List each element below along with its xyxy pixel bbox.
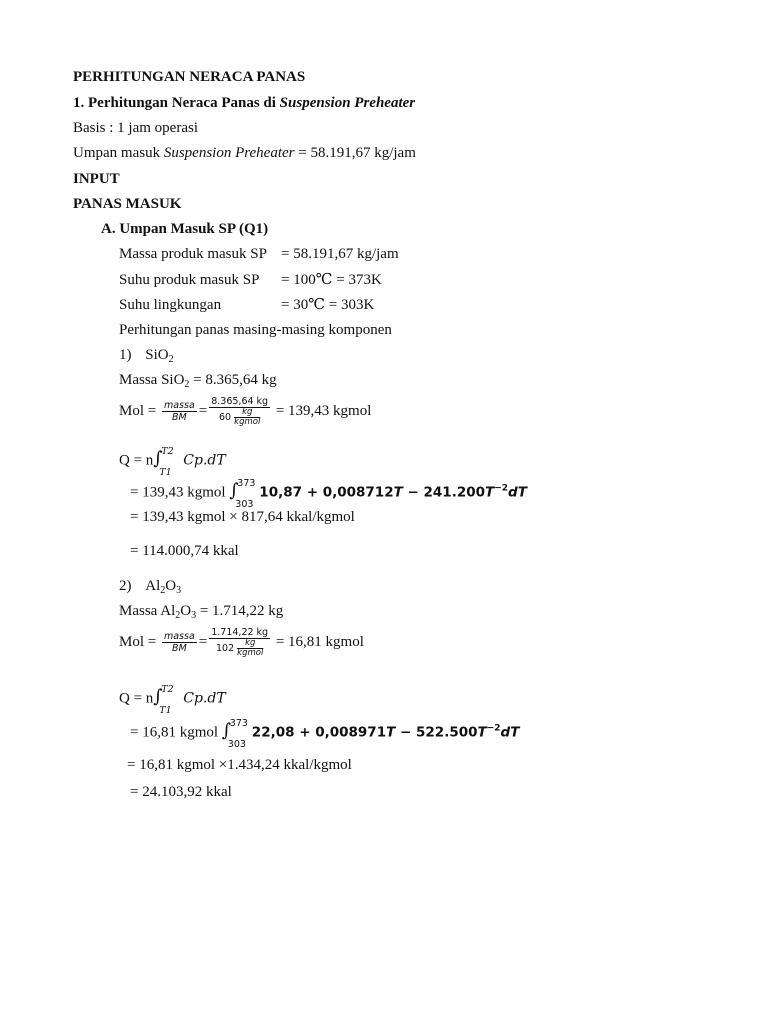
- document-title: PERHITUNGAN NERACA PANAS: [73, 69, 306, 85]
- component-1-integral: = 139,43 kgmol ∫ 373 303 $10,87 + 0,008712T - 241.200T^{-2}dT$: [130, 478, 527, 510]
- component-1-massa: Massa SiO$_2$ = 8.365,64 kg: [119, 372, 277, 390]
- component-2-formula: $Al_2O_3$: [145, 578, 182, 596]
- prop-suhu-lingkungan-value: = 30℃ = 303K: [281, 297, 375, 313]
- prop-massa-label: Massa produk masuk SP: [119, 246, 267, 262]
- component-1-heading: [119, 346, 174, 369]
- component-2-heading: [119, 577, 181, 600]
- umpan-line: [73, 144, 416, 162]
- integral-sign: ∫ T2 T1: [153, 446, 174, 478]
- component-1-mol-result: = 139,43 kgmol: [275, 402, 372, 419]
- component-1-step: = 139,43 kgmol × 817,64 kkal/kgmol: [130, 509, 355, 525]
- component-2-num: 2): [119, 578, 132, 594]
- integral-sign: ∫ T2 T1: [153, 684, 174, 716]
- component-1-result: = 114.000,74 kkal: [130, 543, 239, 559]
- section-heading-1: [73, 94, 415, 112]
- heading-1-italic: Suspension Preheater: [279, 95, 416, 111]
- prop-suhu-label: Suhu produk masuk SP: [119, 272, 260, 288]
- heading-1-prefix: 1. Perhitungan Neraca Panas di: [73, 95, 276, 111]
- component-2-massa: Massa $Al_2O_3 = 1.714,22$ kg: [119, 603, 284, 621]
- umpan-prefix: Umpan masuk: [73, 145, 161, 161]
- per-komponen-line: Perhitungan panas masing-masing komponen: [119, 322, 392, 338]
- component-1-formula: SiO$_2$: [145, 347, 174, 365]
- section-a-heading: A. Umpan Masuk SP (Q1): [101, 221, 269, 237]
- basis-line: Basis : 1 jam operasi: [73, 120, 198, 136]
- prop-suhu-value: = 100℃ = 373K: [281, 272, 382, 288]
- umpan-italic: Suspension Preheater: [163, 145, 295, 161]
- component-2-q-formula: Q = n ∫ T2 T1 Cp.dT: [119, 684, 226, 716]
- prop-suhu-lingkungan-label: Suhu lingkungan: [119, 297, 222, 313]
- integral-sign: ∫ 373 303: [221, 718, 248, 750]
- mol-fraction-massa-bm: $\frac{\text{massa}}{BM}$: [163, 400, 195, 423]
- integral-sign: ∫ 373 303: [229, 478, 256, 510]
- component-1-q-formula: Q = n ∫ T2 T1 Cp.dT: [119, 446, 226, 478]
- umpan-value: = 58.191,67 kg/jam: [298, 145, 416, 161]
- component-2-integral: = 16,81 kgmol ∫ 373 303 $22,08 + 0,008971T - 522.500T^{-2}dT$: [130, 718, 520, 750]
- mol-fraction-values: 8.365,64 kg 60 kg kgmol: [211, 396, 269, 427]
- component-1-num: 1): [119, 347, 132, 363]
- component-2-mol-result: = 16,81 kgmol: [275, 633, 364, 650]
- component-2-result: = 24.103,92 kkal: [130, 784, 232, 800]
- mol-fraction-values: 1.714,22 kg 102 kg kgmol: [211, 627, 269, 658]
- prop-massa-value: = 58.191,67 kg/jam: [281, 246, 399, 262]
- input-heading: INPUT: [73, 171, 120, 187]
- component-1-mol: Mol = $\frac{\text{massa}}{BM}$ = 8.365,64 kg 60 kg kgmol = 139,43 kgmol: [119, 396, 372, 427]
- mol-fraction-massa-bm: $\frac{\text{massa}}{BM}$: [163, 631, 195, 654]
- component-2-step: = 16,81 kgmol ×1.434,24 kkal/kgmol: [127, 757, 352, 773]
- panas-masuk-heading: PANAS MASUK: [73, 196, 182, 212]
- component-2-mol: Mol = $\frac{\text{massa}}{BM}$ = 1.714,22 kg 102 kg kgmol = 16,81 kgmol: [119, 627, 364, 658]
